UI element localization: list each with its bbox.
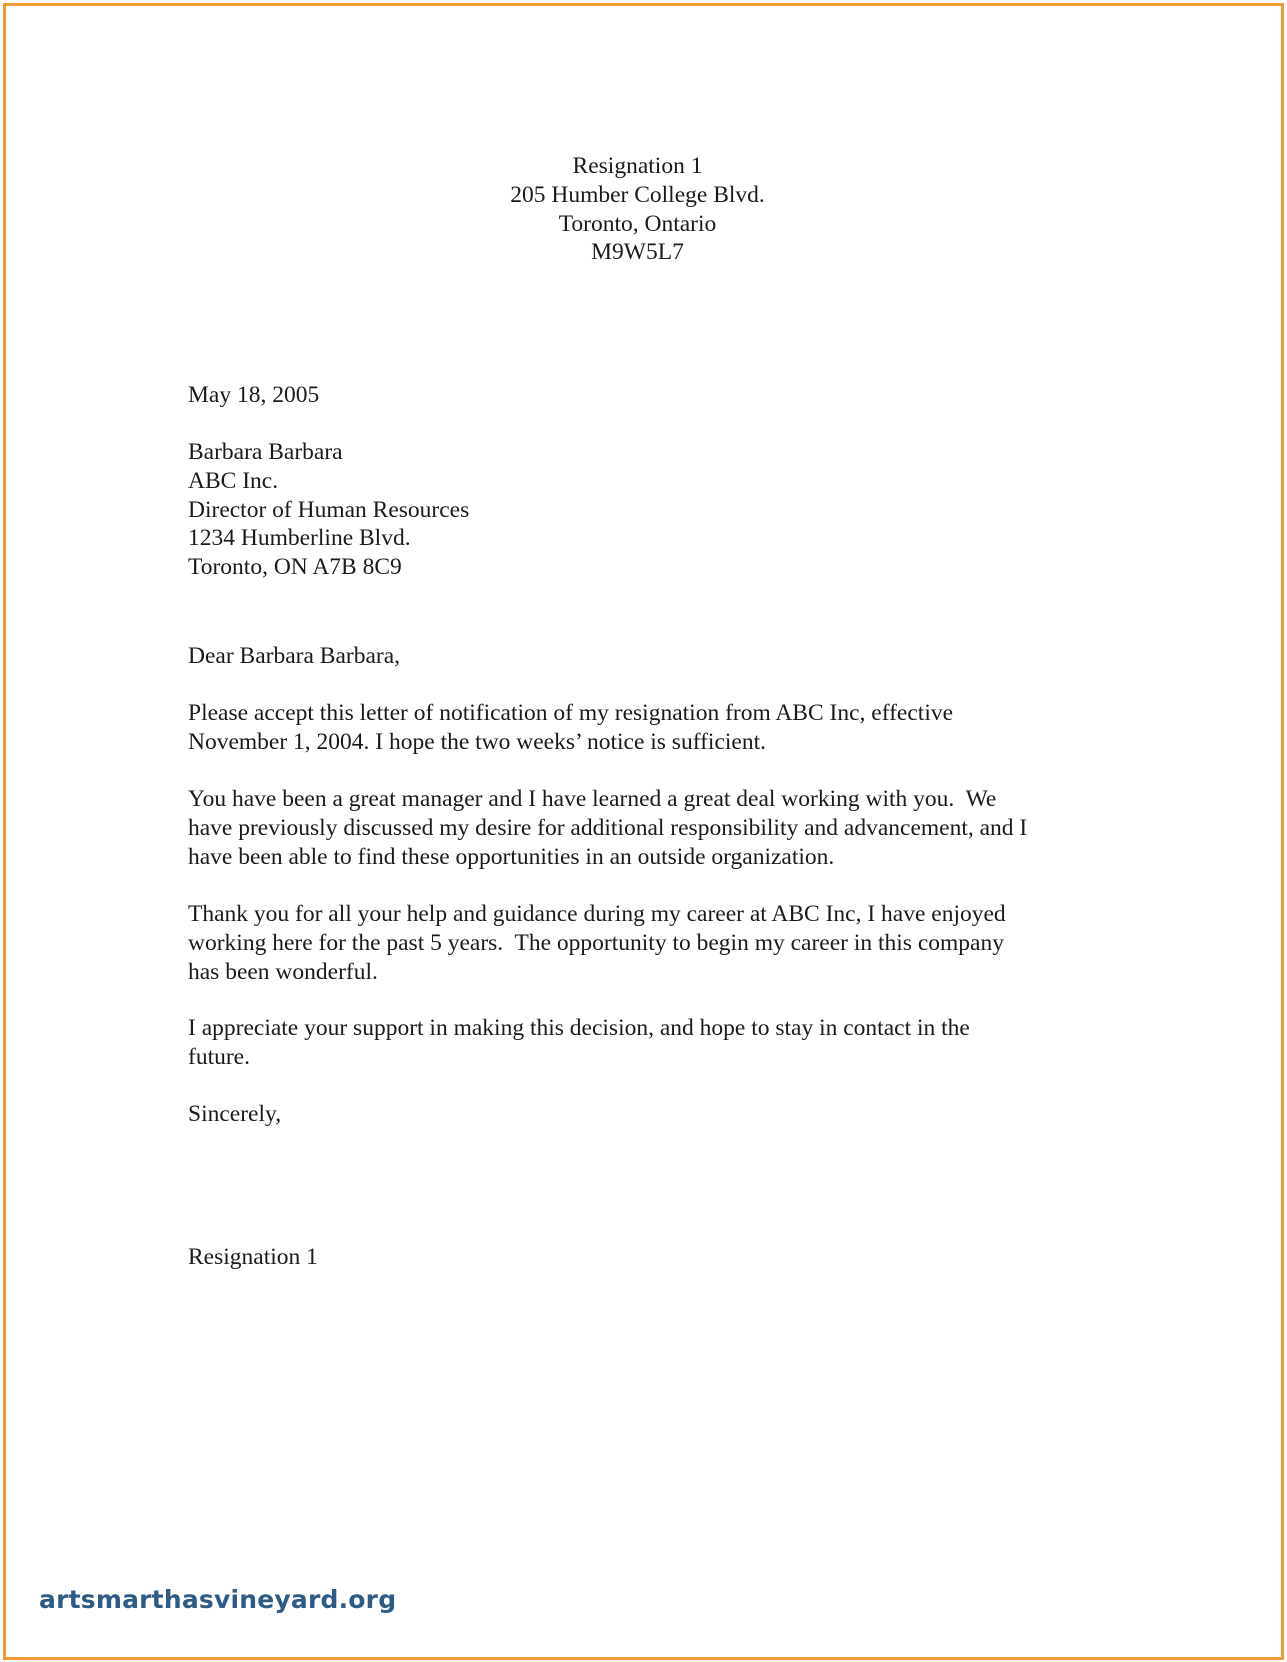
closing xyxy=(188,1100,1108,1129)
sender-city: Toronto, Ontario xyxy=(558,210,717,237)
paragraph-line: have been able to find these opportunities in an outside organization. xyxy=(188,843,835,870)
paragraph-line: I appreciate your support in making this decision, and hope to stay in contact in the xyxy=(188,1015,970,1041)
recipient-address xyxy=(188,438,1108,582)
paragraph-line: working here for the past 5 years. The opportunity to begin my career in this company xyxy=(188,929,1004,956)
sender-street: 205 Humber College Blvd. xyxy=(510,181,765,208)
salutation xyxy=(188,642,1108,671)
paragraph-thanks xyxy=(188,900,1108,986)
sender-name: Resignation 1 xyxy=(572,153,703,179)
paragraph-appreciation xyxy=(188,1014,1108,1072)
paragraph-line: future. xyxy=(188,1043,250,1070)
recipient-city: Toronto, ON A7B 8C9 xyxy=(188,554,402,581)
recipient-title: Director of Human Resources xyxy=(188,496,470,523)
paragraph-line: Thank you for all your help and guidance during my career at ABC Inc, I have enjoyed xyxy=(188,901,1006,927)
paragraph-manager xyxy=(188,785,1108,871)
salutation-text: Dear Barbara Barbara, xyxy=(188,643,401,669)
sender-postal: M9W5L7 xyxy=(591,239,684,266)
paragraph-line: have previously discussed my desire for additional responsibility and advancement, and I xyxy=(188,814,1028,841)
paragraph-line: has been wonderful. xyxy=(188,958,378,985)
signature xyxy=(188,1243,1108,1272)
recipient-street: 1234 Humberline Blvd. xyxy=(188,525,411,552)
paragraph-line: November 1, 2004. I hope the two weeks’ notice is sufficient. xyxy=(188,728,766,755)
recipient-company: ABC Inc. xyxy=(188,467,279,494)
paragraph-line: Please accept this letter of notification of my resignation from ABC Inc, effective xyxy=(188,700,954,726)
letter-date xyxy=(188,381,1108,410)
closing-text: Sincerely, xyxy=(188,1101,282,1127)
recipient-name: Barbara Barbara xyxy=(188,439,343,465)
sender-address xyxy=(0,152,1275,267)
paragraph-line: You have been a great manager and I have learned a great deal working with you. We xyxy=(188,786,997,812)
signature-text: Resignation 1 xyxy=(188,1244,318,1270)
paragraph-notification xyxy=(188,699,1108,757)
date-text: May 18, 2005 xyxy=(188,382,320,408)
watermark-text: artsmarthasvineyard.org xyxy=(39,1585,397,1614)
